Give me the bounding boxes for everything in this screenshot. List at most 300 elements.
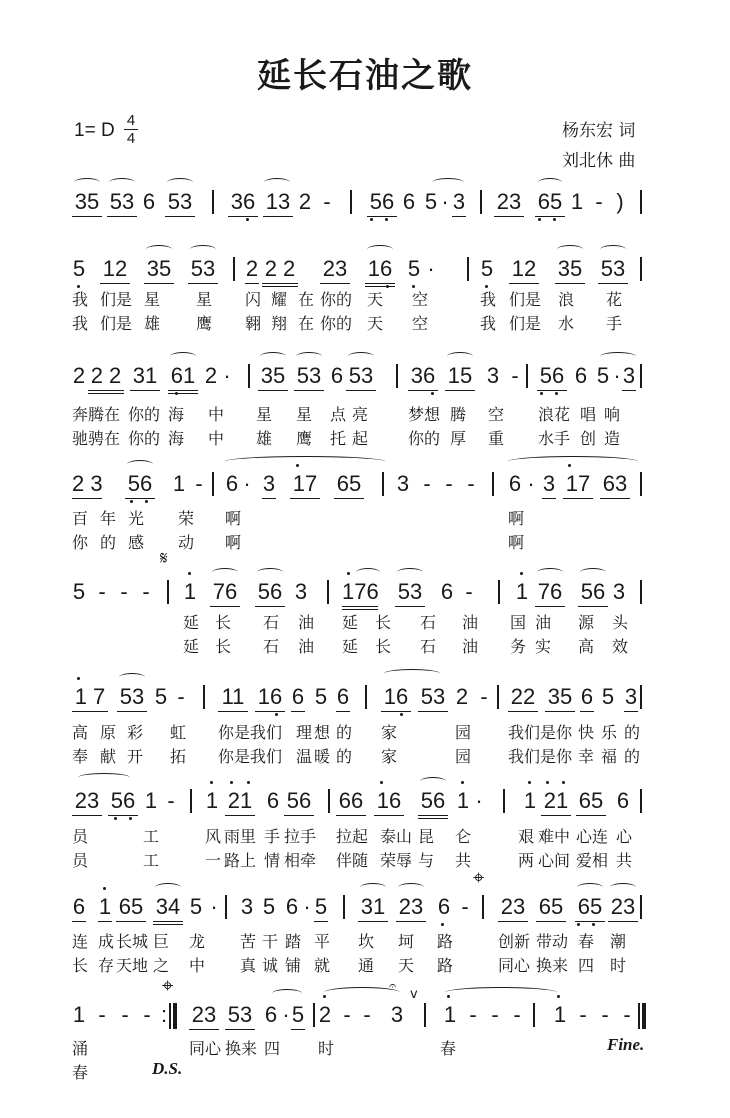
note: - <box>120 579 128 604</box>
key-signature: 1= D <box>74 120 115 141</box>
note: - <box>513 1002 521 1027</box>
lyric: 家 <box>381 747 398 766</box>
note: - <box>98 1002 106 1027</box>
barline <box>640 789 642 813</box>
note: 21 <box>225 787 255 816</box>
note: 23 <box>494 188 524 217</box>
lyricist-credit: 杨东宏 词 <box>562 121 636 141</box>
barline <box>640 580 642 604</box>
slur-arc <box>420 777 446 786</box>
lyric: 星 <box>144 290 161 309</box>
lyric: 手 <box>264 827 281 846</box>
lyric: 啊 <box>508 509 525 528</box>
note: · <box>243 471 251 496</box>
lyric: 星 <box>296 405 313 424</box>
lyric: 你的 <box>320 290 353 309</box>
note: - <box>363 1002 371 1027</box>
lyric: 员 <box>72 851 89 870</box>
note: 65 <box>535 188 565 217</box>
note: 5 <box>72 256 86 281</box>
note: - <box>323 189 331 214</box>
lyric: 水 <box>558 314 575 333</box>
lyric: 的 <box>100 533 117 552</box>
octave-dot <box>528 781 531 784</box>
lyric: 你的 <box>128 405 161 424</box>
note: 5 <box>601 684 615 709</box>
note: 53 <box>395 578 425 607</box>
phrase-slur <box>78 773 130 782</box>
lyric: 中 <box>208 405 225 424</box>
lyric: 翔 <box>271 314 288 333</box>
octave-dot <box>188 572 191 575</box>
lyric: 源 <box>578 613 595 632</box>
slur-arc <box>170 352 196 361</box>
note: 3 <box>262 470 276 499</box>
tie-arc <box>272 989 302 998</box>
lyric: 石 <box>263 613 280 632</box>
lyric: 们是 <box>509 314 542 333</box>
lyric: 响 <box>604 405 621 424</box>
lyric: 路 <box>437 956 454 975</box>
lyric: 路上 <box>224 851 257 870</box>
lyric: 浪花 <box>538 405 571 424</box>
octave-dot <box>447 995 450 998</box>
note: - <box>343 1002 351 1027</box>
lyric: 相牵 <box>284 851 317 870</box>
lyric: 雨里 <box>224 827 257 846</box>
lyric: 天 <box>398 956 415 975</box>
octave-dot <box>546 781 549 784</box>
lyric: 福 <box>601 747 618 766</box>
lyric: 连 <box>72 932 89 951</box>
lyric: 长 <box>72 956 89 975</box>
note: 16 <box>365 255 395 287</box>
lyric: 海 <box>168 405 185 424</box>
lyric: 时 <box>610 956 627 975</box>
lyric: 头 <box>612 613 629 632</box>
note: - <box>143 1002 151 1027</box>
octave-dot <box>431 392 434 395</box>
note: 2 <box>318 1002 332 1027</box>
slur-arc <box>190 245 216 254</box>
slur-arc <box>360 883 386 892</box>
lyric: 的 <box>624 723 641 742</box>
note: 6 <box>72 893 86 922</box>
note: 56 <box>537 362 567 391</box>
lyric: 感 <box>128 533 145 552</box>
lyric: 手 <box>606 314 623 333</box>
octave-dot <box>557 995 560 998</box>
phrase-slur <box>384 669 440 678</box>
lyric: 仑 <box>455 827 472 846</box>
note: 53 <box>598 255 628 284</box>
lyric: 中 <box>208 429 225 448</box>
note: - <box>461 894 469 919</box>
barline <box>526 364 528 388</box>
slur-arc <box>212 568 238 577</box>
lyric: 坎 <box>358 932 375 951</box>
note: 63 <box>600 470 630 499</box>
slur-arc <box>610 883 636 892</box>
lyric: 心 <box>616 827 633 846</box>
slur-arc <box>109 178 135 187</box>
lyric: 的 <box>624 747 641 766</box>
lyric: 油 <box>462 613 479 632</box>
note: · <box>441 189 449 214</box>
note: 65 <box>576 787 606 816</box>
lyric: 海 <box>168 429 185 448</box>
octave-dot <box>77 677 80 680</box>
lyric: 动 <box>178 533 195 552</box>
lyric: 百 <box>72 509 89 528</box>
barline <box>343 895 345 919</box>
lyric: 的 <box>336 723 353 742</box>
lyric: 奔腾在 <box>72 405 121 424</box>
barline <box>313 1003 315 1027</box>
lyric: 你是 <box>218 747 251 766</box>
barline <box>396 364 398 388</box>
lyric: 同心 <box>189 1039 222 1058</box>
note: - <box>445 471 453 496</box>
note: 5 <box>596 363 610 388</box>
note: · <box>223 363 231 388</box>
note: 13 <box>263 188 293 217</box>
lyric: 浪 <box>558 290 575 309</box>
note: 31 <box>358 893 388 922</box>
slur-arc <box>557 245 583 254</box>
note: 6 <box>225 471 239 496</box>
lyric: 昆 <box>418 827 435 846</box>
phrase-slur <box>508 456 638 467</box>
barline <box>640 257 642 281</box>
note: 22 <box>508 683 538 712</box>
note: 76 <box>210 578 240 607</box>
note: 17 <box>563 470 593 499</box>
lyric: 之 <box>153 956 170 975</box>
lyric: 长 <box>215 637 232 656</box>
note: 6 <box>402 189 416 214</box>
lyric: 园 <box>455 723 472 742</box>
breath-mark: v <box>410 987 418 1002</box>
slur-arc <box>398 883 424 892</box>
note: 21 <box>541 787 571 816</box>
lyric: 原 <box>100 723 117 742</box>
octave-dot <box>296 464 299 467</box>
lyric: 春 <box>578 932 595 951</box>
lyric: 铺 <box>285 956 302 975</box>
note: - <box>601 1002 609 1027</box>
lyric: 心间 <box>538 851 571 870</box>
lyric: 存 <box>98 956 115 975</box>
note: - <box>177 684 185 709</box>
lyric: 就 <box>314 956 331 975</box>
lyric: 油 <box>462 637 479 656</box>
note: 6 <box>440 579 454 604</box>
slur-arc <box>356 568 380 577</box>
lyric: 在 <box>298 314 315 333</box>
note: - <box>98 579 106 604</box>
lyric: 延 <box>183 613 200 632</box>
lyric: 快 <box>578 723 595 742</box>
octave-dot <box>347 572 350 575</box>
note: 56 <box>578 578 608 607</box>
lyric: 光 <box>128 509 145 528</box>
lyric: 长城 <box>116 932 149 951</box>
note: 56 <box>255 578 285 607</box>
note: 5 <box>480 256 494 281</box>
lyric: 起 <box>352 429 369 448</box>
fine-marking: Fine. <box>607 1035 645 1054</box>
lyric: 难中 <box>538 827 571 846</box>
note: 3 <box>294 579 308 604</box>
lyric: 长 <box>375 613 392 632</box>
barline <box>638 1003 640 1029</box>
octave-dot <box>130 500 133 503</box>
lyric: 高 <box>72 723 89 742</box>
lyric: 油 <box>298 613 315 632</box>
octave-dot <box>540 392 543 395</box>
barline <box>350 190 352 214</box>
lyric: 中 <box>189 956 206 975</box>
lyric: 腾 <box>450 405 467 424</box>
composer-credit: 刘北休 曲 <box>562 151 636 171</box>
barline <box>190 789 192 813</box>
barline <box>640 472 642 496</box>
lyric: 干 <box>262 932 279 951</box>
lyric: 共 <box>455 851 472 870</box>
note: 2 <box>298 189 312 214</box>
lyric: 托 <box>330 429 347 448</box>
octave-dot <box>275 713 278 716</box>
note: 36 <box>408 362 438 391</box>
note: 53 <box>346 362 376 391</box>
note: 12 <box>509 255 539 284</box>
note: - <box>195 471 203 496</box>
lyric: 诚 <box>262 956 279 975</box>
barline <box>327 580 329 604</box>
note: 1 <box>456 788 470 813</box>
note: 5 <box>407 256 421 281</box>
note: 53 <box>117 683 147 712</box>
lyric: 共 <box>616 851 633 870</box>
note: - <box>623 1002 631 1027</box>
note: 3 <box>240 894 254 919</box>
octave-dot <box>114 817 117 820</box>
slur-arc <box>127 460 153 469</box>
barline <box>212 190 214 214</box>
lyric: 踏 <box>285 932 302 951</box>
note: 1 7 <box>72 683 108 712</box>
note: 6 <box>580 683 594 712</box>
note: 5 <box>189 894 203 919</box>
note: - <box>469 1002 477 1027</box>
note: 2 <box>204 363 218 388</box>
lyric: 我们是你 <box>508 747 573 766</box>
note: 23 <box>608 893 638 922</box>
barline <box>640 190 642 214</box>
octave-dot <box>246 218 249 221</box>
note: 5 <box>262 894 276 919</box>
lyric: 空 <box>488 405 505 424</box>
slur-arc <box>74 178 100 187</box>
octave-dot <box>400 713 403 716</box>
slur-arc <box>260 352 286 361</box>
note: 2 2 <box>88 362 124 394</box>
note: 65 <box>334 470 364 499</box>
lyric: 天地 <box>116 956 149 975</box>
lyric: 创 <box>580 429 597 448</box>
lyric: 油 <box>535 613 552 632</box>
octave-dot <box>385 218 388 221</box>
note: 1 <box>523 788 537 813</box>
note: 56 <box>284 787 314 816</box>
note: · <box>527 471 535 496</box>
lyric: 一 <box>205 851 222 870</box>
note: 5 <box>314 684 328 709</box>
note: 66 <box>336 787 366 816</box>
lyric: 换来 <box>225 1039 258 1058</box>
barline <box>424 1003 426 1027</box>
lyric: 水手 <box>538 429 571 448</box>
note: 36 <box>228 188 258 217</box>
note: 1 <box>172 471 186 496</box>
note: 23 <box>498 893 528 922</box>
lyric: 涌 <box>72 1039 89 1058</box>
barline <box>640 364 642 388</box>
note: 17 <box>290 470 320 499</box>
barline <box>482 895 484 919</box>
note: 6 <box>336 683 350 712</box>
segno-sign: 𝄋 <box>160 548 168 569</box>
octave-dot <box>592 923 595 926</box>
note: 23 <box>72 787 102 816</box>
lyric: 我 <box>480 290 497 309</box>
lyric: 长 <box>375 637 392 656</box>
lyric: 平 <box>314 932 331 951</box>
lyric: 家 <box>381 723 398 742</box>
barline <box>167 580 169 604</box>
lyric: 四 <box>264 1039 281 1058</box>
note: - <box>465 579 473 604</box>
lyric: 啊 <box>225 509 242 528</box>
note: 6 <box>574 363 588 388</box>
lyric: 你是 <box>218 723 251 742</box>
barline <box>533 1003 535 1027</box>
note: 53 <box>225 1001 255 1030</box>
note: 5 <box>314 893 328 922</box>
fermata-icon: 𝄐 <box>389 979 397 994</box>
barline <box>169 1003 171 1029</box>
note: - <box>579 1002 587 1027</box>
octave-dot <box>230 781 233 784</box>
lyric: 龙 <box>189 932 206 951</box>
lyric: 实 <box>535 637 552 656</box>
slur-arc <box>447 352 473 361</box>
coda-sign: ⌖ <box>473 865 485 889</box>
lyric: 延 <box>342 637 359 656</box>
barline <box>248 364 250 388</box>
lyric: 拉手 <box>284 827 317 846</box>
note: 1 <box>98 893 112 922</box>
lyric: 真 <box>240 956 257 975</box>
note: 23 <box>189 1001 219 1030</box>
note: 6 <box>291 683 305 712</box>
lyric: 啊 <box>508 533 525 552</box>
note: - <box>423 471 431 496</box>
note: - <box>511 363 519 388</box>
note: 16 <box>374 787 404 816</box>
time-numerator: 4 <box>126 112 136 129</box>
note: 1 <box>515 579 529 604</box>
note: 12 <box>100 255 130 284</box>
lyric: 星 <box>256 405 273 424</box>
lyric: 泰山 <box>380 827 413 846</box>
note: 3 <box>452 188 466 217</box>
slur-arc <box>538 178 562 187</box>
note: 61 <box>168 362 198 394</box>
note: 65 <box>536 893 566 922</box>
octave-dot <box>386 285 389 288</box>
lyric: 乐 <box>601 723 618 742</box>
barline <box>492 472 494 496</box>
barline <box>640 895 642 919</box>
lyric: 我们 <box>250 747 283 766</box>
note: 3 <box>542 470 556 499</box>
note: · <box>282 1002 290 1027</box>
lyric: 与 <box>418 851 435 870</box>
octave-dot <box>461 781 464 784</box>
lyric: 时 <box>318 1039 335 1058</box>
note: · <box>475 788 483 813</box>
note: 65 <box>116 893 146 922</box>
lyric: 换来 <box>536 956 569 975</box>
note: 2 3 <box>72 470 102 499</box>
slur-arc <box>155 883 181 892</box>
lyric: 伴随 <box>336 851 369 870</box>
note: 16 <box>381 683 411 712</box>
lyric: 石 <box>263 637 280 656</box>
note: 76 <box>535 578 565 607</box>
note: 2 <box>455 684 469 709</box>
lyric: 延 <box>183 637 200 656</box>
note: 53 <box>188 255 218 284</box>
barline <box>212 472 214 496</box>
lyric: 你的 <box>408 429 441 448</box>
note: 23 <box>396 893 426 922</box>
lyric: 亮 <box>352 405 369 424</box>
slur-arc <box>257 568 283 577</box>
slur-arc <box>600 352 636 361</box>
note: 1 <box>570 189 584 214</box>
note: 56 <box>125 470 155 499</box>
barline <box>328 789 330 813</box>
lyric: 荣 <box>178 509 195 528</box>
lyric: 鹰 <box>196 314 213 333</box>
lyric: 献 <box>100 747 117 766</box>
note: - <box>467 471 475 496</box>
note: - <box>595 189 603 214</box>
final-bar-thick <box>642 1003 646 1029</box>
octave-dot <box>210 781 213 784</box>
note: 6 <box>266 788 280 813</box>
note: · <box>613 363 621 388</box>
barline <box>497 685 499 709</box>
lyric: 务 <box>510 637 527 656</box>
note: 31 <box>130 362 160 391</box>
barline <box>225 895 227 919</box>
lyric: 们是 <box>100 314 133 333</box>
note: 5 <box>291 1001 305 1030</box>
